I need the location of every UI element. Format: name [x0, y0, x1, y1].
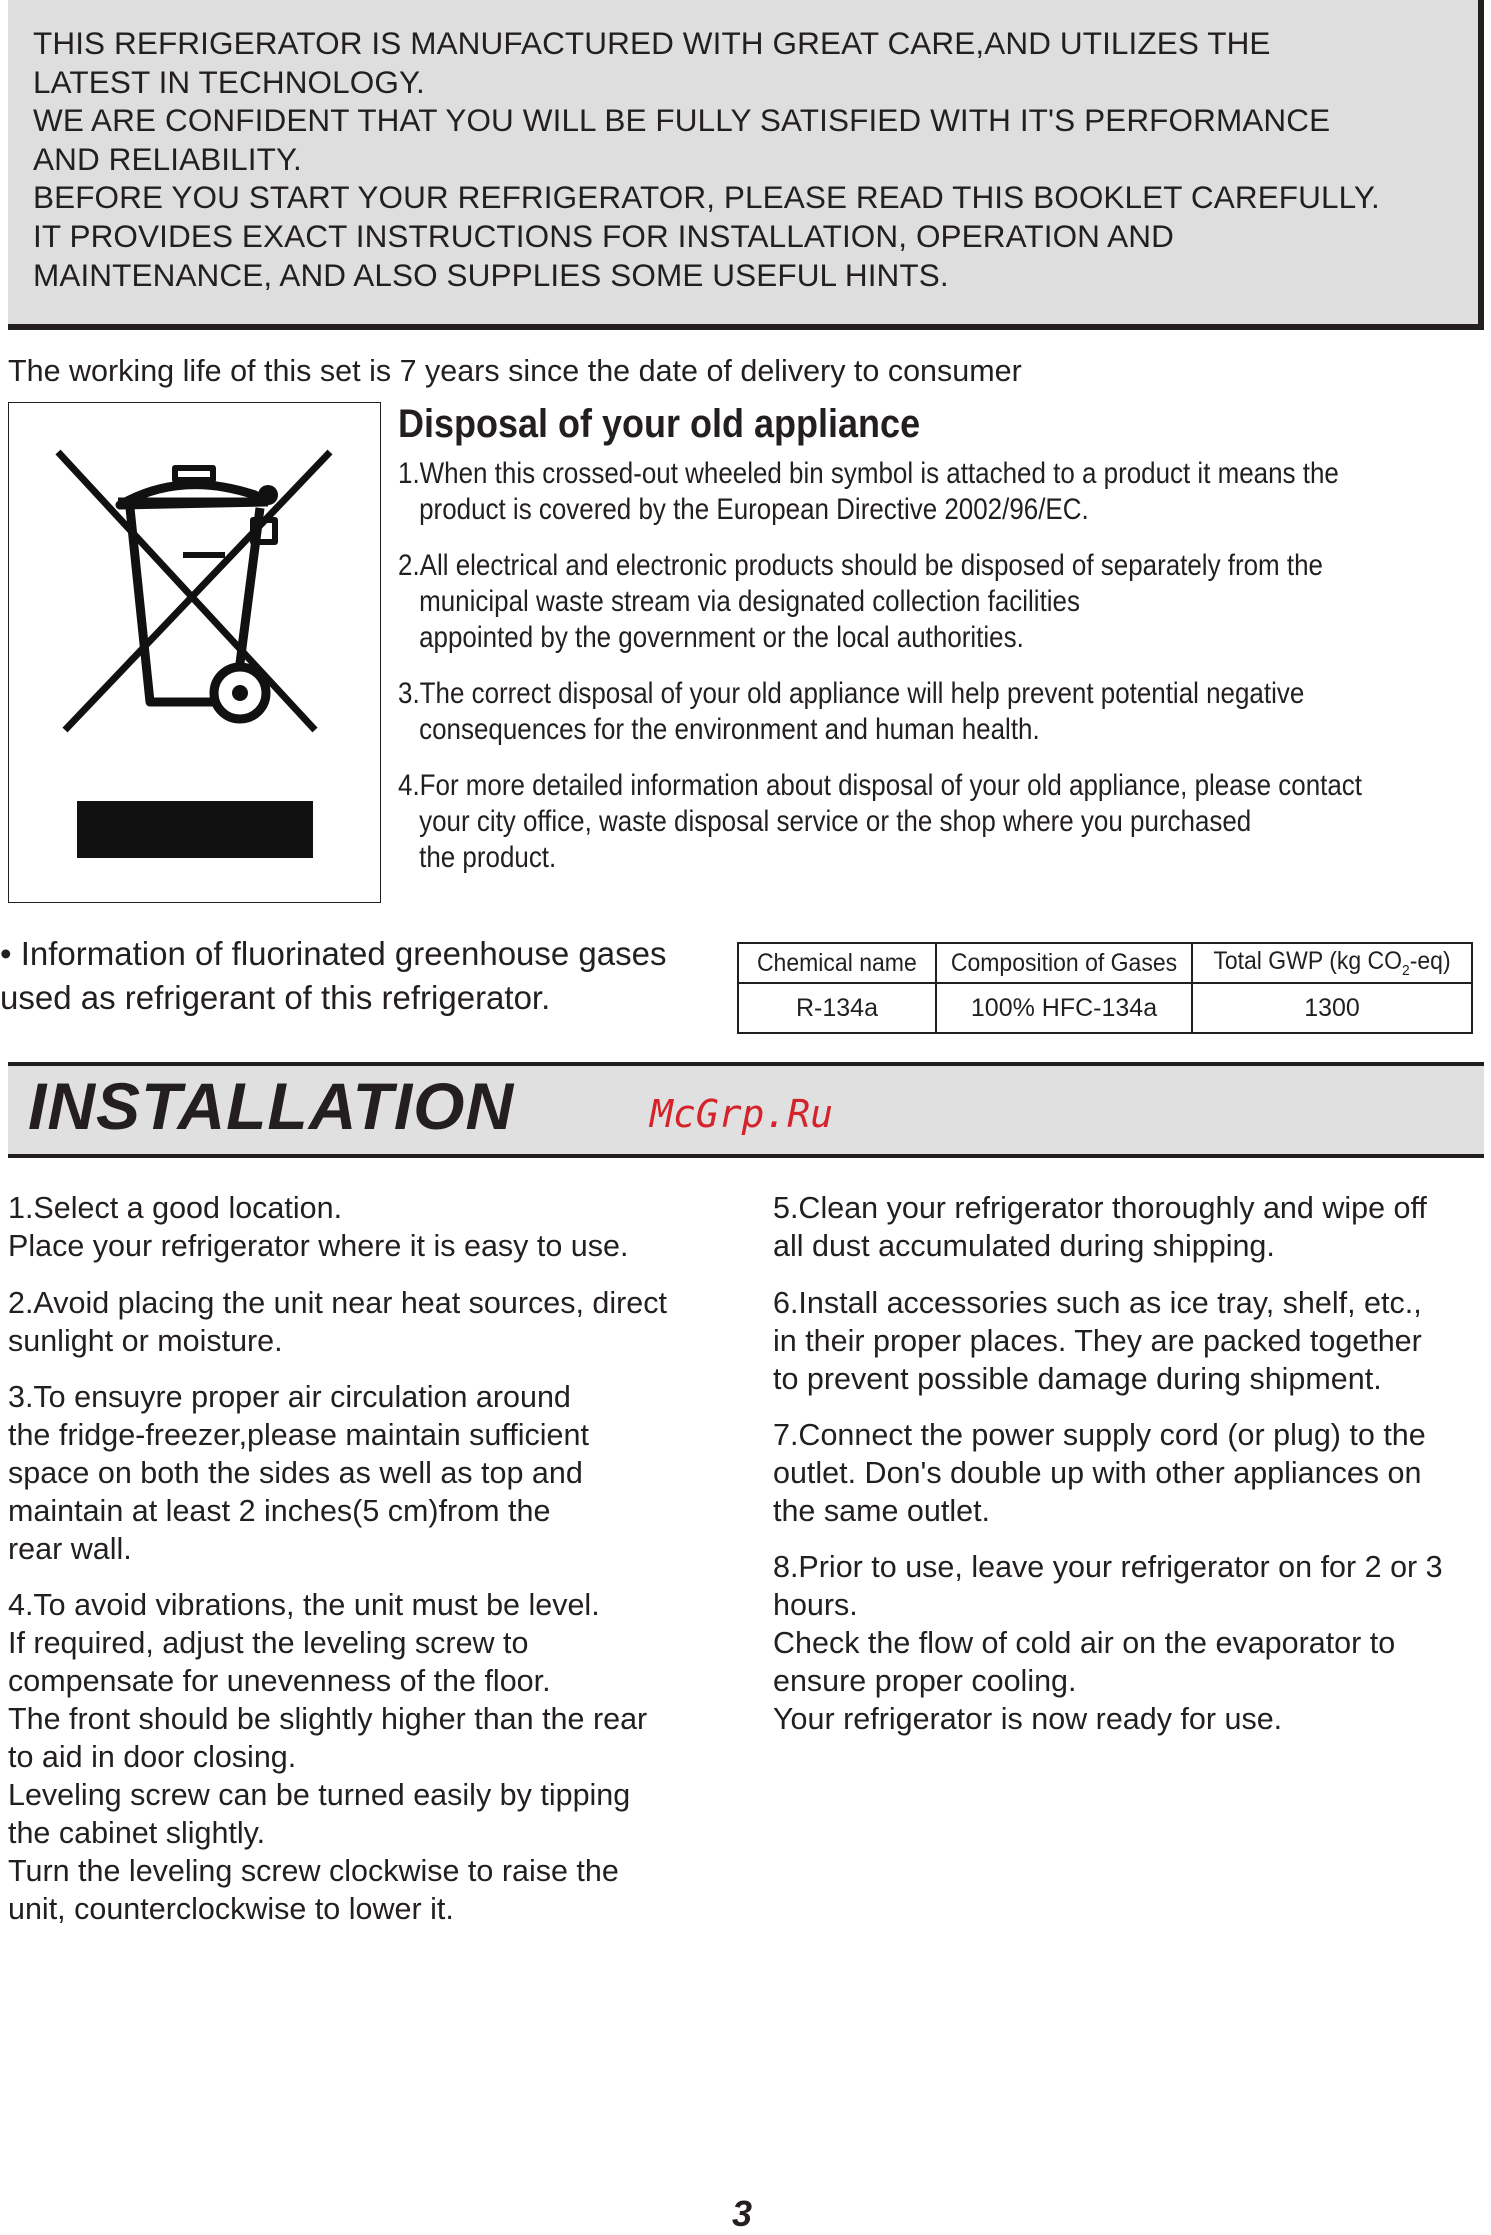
item-text-rest: product is covered by the European Directive 2002/96/EC. — [419, 493, 1089, 526]
step-4: 4.To avoid vibrations, the unit must be level. If required, adjust the leveling screw to compensate for unevenness of the floor. The front should be slightly higher than the rear to aid in door closing. Leveling screw can be turned easily by tipping the cabinet slightly. Turn the leveling screw clockwise to raise the unit, counterclockwise to lower it. — [8, 1588, 648, 1926]
item-text-first: When this crossed-out wheeled bin symbol is attached to a product it means the — [419, 457, 1339, 490]
item-text-rest: municipal waste stream via designated collection facilities appointed by the government or the local authorities. — [419, 585, 1080, 654]
step-1: 1.Select a good location. Place your refrigerator where it is easy to use. — [8, 1191, 629, 1263]
symbol-black-bar — [77, 801, 313, 858]
header-composition: Composition of Gases — [936, 943, 1192, 983]
installation-title: INSTALLATION — [28, 1069, 515, 1143]
item-text-first: All electrical and electronic products should be disposed of separately from the — [419, 549, 1323, 582]
refrigerant-table — [737, 942, 1473, 1034]
item-text-rest: consequences for the environment and human health. — [419, 713, 1040, 746]
item-number: 3. — [398, 677, 420, 710]
cell-chemical: R-134a — [738, 983, 936, 1033]
header-gwp: Total GWP (kg $CO_2-eq$) — [1192, 943, 1472, 983]
crossed-out-bin-icon — [50, 440, 340, 740]
item-text-rest: your city office, waste disposal service or the shop where you purchased the product. — [419, 805, 1252, 874]
step-8: 8.Prior to use, leave your refrigerator on for 2 or 3 hours. Check the flow of cold air on the evaporator to ensure proper cooling. Your refrigerator is now ready for use. — [773, 1550, 1443, 1736]
table-row — [738, 983, 1472, 1033]
header-chemical: Chemical name — [738, 943, 936, 983]
disposal-title: Disposal of your old appliance — [398, 402, 921, 446]
step-3: 3.To ensuyre proper air circulation around the fridge-freezer,please maintain sufficient space on both the sides as well as top and maintain at least 2 inches(5 cm)from the rear wall. — [8, 1380, 589, 1566]
disposal-item-1 — [398, 456, 1384, 528]
watermark: McGrp.Ru — [650, 1092, 834, 1136]
step-7: 7.Connect the power supply cord (or plug) to the outlet. Don's double up with other appliances on the same outlet. — [773, 1418, 1426, 1528]
cell-composition: 100% HFC-134a — [936, 983, 1192, 1033]
gas-info-text: • Information of fluorinated greenhouse gases used as refrigerant of this refrigerator. — [0, 935, 667, 1016]
cell-gwp: 1300 — [1192, 983, 1472, 1033]
item-number: 2. — [398, 549, 420, 582]
item-text-first: For more detailed information about disposal of your old appliance, please contact — [419, 769, 1362, 802]
item-text-first: The correct disposal of your old appliance will help prevent potential negative — [419, 677, 1305, 710]
table-header-row — [738, 943, 1472, 983]
intro-text: THIS REFRIGERATOR IS MANUFACTURED WITH GREAT CARE,AND UTILIZES THE LATEST IN TECHNOLOGY. WE ARE CONFIDENT THAT YOU WILL BE FULLY SATISFIED WITH IT'S PERFORMANCE AND RELIABILITY. BEFORE YOU START YOUR REFRIGERATOR, PLEASE READ THIS BOOKLET CAREFULLY. IT PROVIDES EXACT INSTRUCTIONS FOR INSTALLATION, OPERATION AND MAINTENANCE, AND ALSO SUPPLIES SOME USEFUL HINTS. — [33, 25, 1380, 293]
step-2: 2.Avoid placing the unit near heat sources, direct sunlight or moisture. — [8, 1286, 667, 1358]
disposal-item-2 — [398, 548, 1384, 656]
step-5: 5.Clean your refrigerator thoroughly and wipe off all dust accumulated during shipping. — [773, 1191, 1427, 1263]
step-6: 6.Install accessories such as ice tray, shelf, etc., in their proper places. They are packed together to prevent possible damage during shipment. — [773, 1286, 1422, 1396]
item-number: 4. — [398, 769, 420, 802]
page-number: 3 — [732, 2193, 753, 2234]
disposal-item-3 — [398, 676, 1384, 748]
item-number: 1. — [398, 457, 420, 490]
working-life-note: The working life of this set is 7 years since the date of delivery to consumer — [8, 354, 1022, 388]
disposal-item-4 — [398, 768, 1384, 876]
